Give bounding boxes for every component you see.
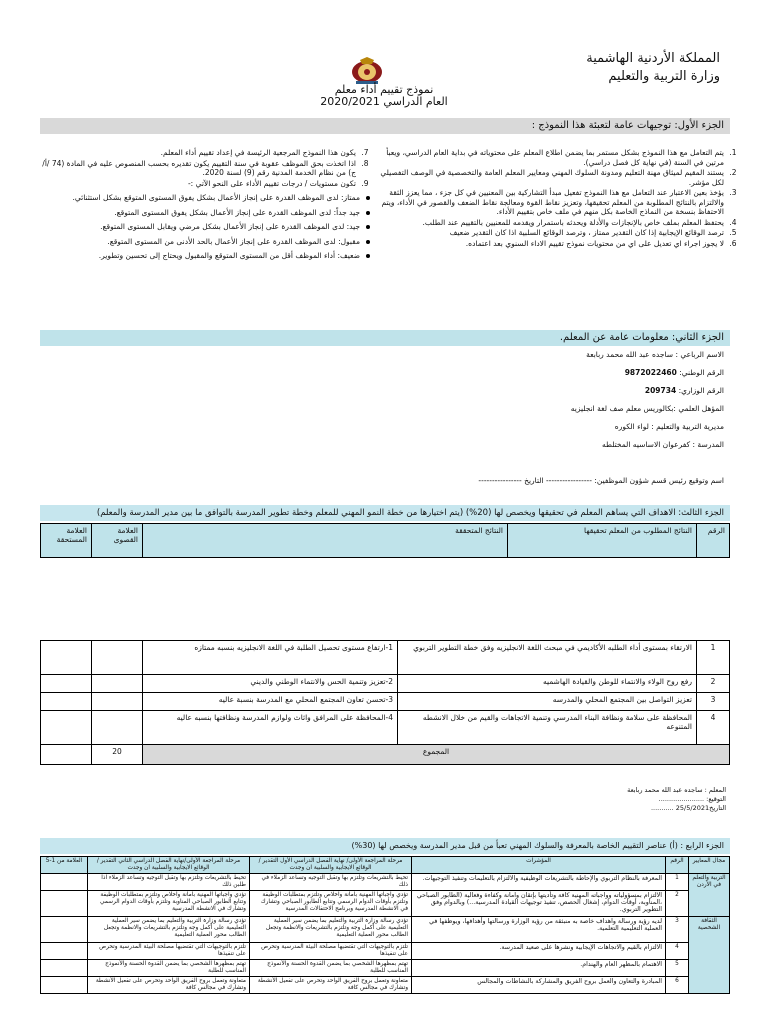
score-cell — [41, 943, 88, 960]
total-earned-score — [41, 745, 92, 765]
table-row — [41, 891, 730, 917]
national-id-row — [625, 368, 724, 377]
score-cell — [41, 977, 88, 994]
table-row — [41, 943, 730, 960]
score-cell — [41, 917, 88, 943]
criteria-header-cell: مرحلة المراجعة الأولى/ نهاية الفصل الدراسي الأول التقدير / الوقائع الايجابية والسلبية ان وجدت — [250, 857, 412, 874]
goal-number: 3 — [697, 693, 730, 711]
guideline-item — [378, 148, 738, 167]
criteria-table — [40, 856, 730, 994]
col-earned-score: العلامة المستحقة — [41, 524, 92, 558]
ministry-id-label: الرقم الوزاري: — [678, 386, 724, 395]
criteria-header-cell: العلامة من 1-5 — [41, 857, 88, 874]
rating-level — [40, 251, 370, 261]
hr-signature-line: اسم وتوقيع رئيس قسم شؤون الموظفين: ----------------- التاريخ ---------------- — [478, 476, 724, 485]
review2-note: تؤدي واجباتها المهنية بامانة واخلاص وتلتزم بمتطلبات الوظيفة وتتابع الطابور الصباحي المناوبة وتلتزم بأوقات الدوام الرسمي وتشارك في الانشطة المدرسية — [88, 891, 250, 917]
teacher-signature: التوقيع: ...................... — [658, 795, 726, 803]
review1-note: تحيط بالتشريعات وتلتزم بها وتقبل التوجيه وتساعد الزملاء في ذلك — [250, 874, 412, 891]
goal-achieved: 2-تعزيز وتنمية الحس والانتماء الوطني والديني — [143, 675, 398, 693]
part1-left-guidelines — [40, 148, 370, 266]
table-row — [41, 874, 730, 891]
indicator-number: 4 — [666, 943, 689, 960]
kingdom-title: المملكة الأردنية الهاشمية — [586, 51, 720, 66]
review2-note: تهتم بمظهرها الشخصي بما يضمن القدوة الحسنة والأنموذج المناسب للطلبة — [88, 960, 250, 977]
guideline-item — [378, 228, 738, 238]
guideline-number: 1. — [729, 148, 737, 157]
score-cell — [41, 874, 88, 891]
table-row — [41, 960, 730, 977]
guideline-number: 5. — [729, 228, 737, 237]
indicator-number: 2 — [666, 891, 689, 917]
criteria-header-cell: مرحلة المراجعة الأولى/نهاية الفصل الدراسي الثاني التقدير / الوقائع الايجابية والسلبية ان وجدت — [88, 857, 250, 874]
national-id-label: الرقم الوطني: — [679, 368, 724, 377]
total-max-score: 20 — [92, 745, 143, 765]
indicator-text: الالتزام بمسؤولياته وواجباته المهنية كافة وتأديتها بإتقان وامانة وكفاءة وفعالية (الطابور الصباحي ،المناوبة، أوقات الدوام، إشغال الحصص، تنفيذ توجيهات القيادة المدرسية...) وبالدوام وفق التطوير التربوي. — [412, 891, 666, 917]
teacher-signature-block — [627, 786, 726, 813]
guideline-item — [378, 168, 738, 187]
goals-header-table — [40, 523, 730, 558]
guideline-number: 9. — [361, 178, 369, 188]
indicator-number: 3 — [666, 917, 689, 943]
bullet-icon — [366, 196, 370, 200]
teacher-name: الاسم الرباعي : ساجده عبد الله محمد ربابعة — [586, 350, 724, 359]
guideline-item — [378, 218, 738, 228]
goal-earned-score — [41, 711, 92, 745]
indicator-text: الالتزام بالقيم والاتجاهات الإيجابية ونشرها على صعيد المدرسة. — [412, 943, 666, 960]
score-cell — [41, 960, 88, 977]
goal-number: 4 — [697, 711, 730, 745]
part4-heading: الجزء الرابع : (أ) عناصر التقييم الخاصة بالمعرفة والسلوك المهني تعبأ من قبل مدير المدرسة ويخصص لها (30%) — [40, 838, 730, 854]
form-title: نموذج تقييم أداء معلم — [334, 83, 434, 96]
guideline-number: 7. — [361, 148, 369, 157]
goal-max-score — [92, 693, 143, 711]
rating-level — [40, 237, 370, 247]
national-id-value: 9872022460 — [624, 368, 677, 377]
goal-required: تعزيز التواصل بين المجتمع المحلي والمدرسه — [398, 693, 697, 711]
review1-note: متعاونة وتعمل بروح الفريق الواحد وتحرص على تفعيل الأنشطة وتشارك في مجالس كافة — [250, 977, 412, 994]
rating-level-text: جيد: لدى الموظف القدرة على إنجاز الأعمال بشكل مرضي ويقابل المستوى المتوقع. — [100, 222, 360, 231]
review2-note: متعاونة وتعمل بروح الفريق الواحد وتحرص على تفعيل الأنشطة وتشارك في مجالس كافة — [88, 977, 250, 994]
rating-level-text: ممتاز: لدى الموظف القدرة على إنجاز الأعمال بشكل يفوق المستوى المتوقع بشكل استثنائي. — [72, 193, 360, 202]
directorate: مديرية التربية والتعليم : لواء الكوره — [614, 422, 724, 431]
ministry-title: وزارة التربية والتعليم — [608, 69, 720, 84]
rating-level-text: مقبول: لدى الموظف القدرة على إنجاز الأعمال بالحد الأدنى من المستوى المتوقع. — [107, 236, 360, 246]
goal-earned-score — [41, 675, 92, 693]
rating-level-text: ضعيف: أداء الموظف أقل من المستوى المتوقع والمقبول ويحتاج إلى تحسين وتطوير. — [98, 251, 360, 260]
bullet-icon — [366, 240, 370, 244]
goal-earned-score — [41, 641, 92, 675]
guideline-text: اذا اتخذت بحق الموظف عقوبة في سنة التقييم يكون تقديره بحسب المنصوص عليه في المادة (74 /أ/ج) من نظام الخدمة المدنية رقم (9) لسنة 2020. — [42, 158, 356, 177]
rating-level — [40, 193, 370, 203]
guideline-number: 8. — [361, 158, 369, 168]
part1-right-guidelines — [378, 148, 738, 249]
goal-earned-score — [41, 693, 92, 711]
goal-max-score — [92, 641, 143, 675]
criteria-header-cell: المؤشرات — [412, 857, 666, 874]
rating-level — [40, 208, 370, 218]
sign-date: التاريخ25/5/2021 ........... — [650, 804, 726, 812]
teacher-name-sign: المعلم : ساجده عبد الله محمد ربابعة — [627, 786, 726, 794]
school-name: المدرسة : كفرعوان الاساسيه المختلطه — [601, 440, 724, 449]
page-header — [586, 50, 720, 86]
col-max-score: العلامة القصوى — [92, 524, 143, 558]
table-row — [41, 675, 730, 693]
guideline-item — [40, 179, 370, 189]
part3-heading: الجزء الثالث: الاهداف التي يساهم المعلم في تحقيقها ويخصص لها (20%) (يتم اختيارها من خطة النمو المهني للمعلم وخطة تطوير المدرسة بالتوافق ما بين مدير المدرسة والمعلم) — [40, 505, 730, 521]
goal-achieved: 1-ارتفاع مستوى تحصيل الطلبة في اللغة الانجليزيه بنسبه ممتازه — [143, 641, 398, 675]
guideline-text: يحتفظ المعلم بملف خاص بالإنجازات والأدلة ويحدثه باستمرار ويقدمه للمعنيين بالتقييم عند الطلب. — [422, 217, 724, 227]
indicator-number: 5 — [666, 960, 689, 977]
table-row — [41, 917, 730, 943]
bullet-icon — [366, 211, 370, 215]
guideline-item — [378, 188, 738, 217]
goal-max-score — [92, 711, 143, 745]
indicator-text: المبادرة والتعاون والعمل بروح الفريق والمشاركة بالنشاطات والمجالس — [412, 977, 666, 994]
school-year: العام الدراسي 2020/2021 — [320, 95, 448, 108]
review2-note: تلتزم بالتوجيهات التي تقتضيها مصلحة البيئة المدرسية وتحرص على تنفيذها — [88, 943, 250, 960]
col-achieved-results: النتائج المتحققة — [143, 524, 508, 558]
goal-achieved: 3-تحسن تعاون المجتمع المحلي مع المدرسة بنسبة عاليه — [143, 693, 398, 711]
jordan-emblem-icon — [350, 56, 384, 86]
table-row — [41, 693, 730, 711]
domain-cell: التربية والتعلم في الأردن — [689, 874, 730, 917]
guideline-text: ترصد الوقائع الإيجابية إذا كان التقدير ممتاز ، وترصد الوقائع السلبية اذا كان التقدير ضعيف — [449, 228, 724, 237]
goal-number: 1 — [697, 641, 730, 675]
ministry-id-row — [645, 386, 724, 395]
qualification: المؤهل العلمي :بكالوريس معلم صف لغة انجليزيه — [570, 404, 724, 413]
criteria-header-cell: الرقم — [666, 857, 689, 874]
part2-heading: الجزء الثاني: معلومات عامة عن المعلم. — [40, 330, 730, 346]
indicator-text: لديه رؤية ورسالة واهداف خاصة به منبثقة من رؤية الوزارة ورسالتها وأهدافها، ويوظفها في العملية التعليمية التعلمية. — [412, 917, 666, 943]
indicator-number: 6 — [666, 977, 689, 994]
indicator-number: 1 — [666, 874, 689, 891]
guideline-number: 6. — [729, 238, 737, 248]
goal-number: 2 — [697, 675, 730, 693]
col-number: الرقم — [697, 524, 730, 558]
criteria-header-cell: مجال المعايير — [689, 857, 730, 874]
bullet-icon — [366, 254, 370, 258]
guideline-text: يكون هذا النموذج المرجعية الرئيسة في إعداد تقييم أداء المعلم. — [160, 148, 356, 157]
goal-required: الارتقاء بمستوى أداء الطلبه الأكاديمي في مبحث اللغة الانجليزيه وفق خطة التطوير التربوي — [398, 641, 697, 675]
rating-level-text: جيد جداً: لدى الموظف القدرة على إنجاز الأعمال بشكل يفوق المستوى المتوقع. — [114, 207, 360, 217]
table-row — [41, 977, 730, 994]
part1-heading: الجزء الأول: توجيهات عامة لتعبئة هذا النموذج : — [40, 118, 730, 134]
form-title-block — [0, 84, 768, 108]
guideline-number: 2. — [729, 168, 737, 177]
rating-level — [40, 222, 370, 232]
bullet-icon — [366, 225, 370, 229]
goal-required: المحافظة على سلامة ونظافة البناء المدرسي وتنمية الاتجاهات والقيم من خلال الانشطه المتنوعه — [398, 711, 697, 745]
table-row — [41, 711, 730, 745]
ministry-id-value: 209734 — [644, 386, 677, 395]
indicator-text: المعرفة بالنظام التربوي والإحاطة بالتشريعات الوظيفية والالتزام بالتعليمات وتنفيذ التوجيهات. — [412, 874, 666, 891]
review1-note: تؤدي واجباتها المهنية بامانة واخلاص وتلتزم بمتطلبات الوظيفة وتلتزم بأوقات الدوام الرسمي وتتابع الطابور الصباحي وتشارك في الانشطة المدرسية وبرنامج الاحتفالات المدرسية — [250, 891, 412, 917]
table-row — [41, 641, 730, 675]
guideline-item — [378, 239, 738, 249]
goal-required: رفع روح الولاء والانتماء للوطن والقيادة الهاشميه — [398, 675, 697, 693]
col-required-results: النتائج المطلوب من المعلم تحقيقها — [508, 524, 697, 558]
guideline-number: 3. — [729, 188, 737, 197]
guideline-text: يتم التعامل مع هذا النموذج بشكل مستمر بما يضمن اطلاع المعلم على محتوياته في بداية العام الدراسي، ويعبأ مرتين في السنة (في نهاية كل فصل دراسي). — [386, 148, 724, 167]
indicator-text: الاهتمام بالمظهر العام والهندام. — [412, 960, 666, 977]
review1-note: تهتم بمظهرها الشخصي بما يضمن القدوة الحسنة والأنموذج المناسب للطلبة — [250, 960, 412, 977]
total-label: المجموع — [143, 745, 730, 765]
goals-table — [40, 640, 730, 765]
criteria-header-row — [41, 857, 730, 874]
review2-note: تحيط بالتشريعات وتلتزم بها وتقبل التوجيه وتساعد الزملاء اذا طلبن ذلك — [88, 874, 250, 891]
guideline-text: يؤخذ بعين الاعتبار عند التعامل مع هذا النموذج تفعيل مبدأ التشاركية بين المعنيين في كل جزء ، مما يعزز الثقة والالتزام بالنتائج المطلوبة من المعلم تحقيقها، وتعزيز نقاط القوة ومعالجة نقاط الضعف والقصور في الأداء، ويتم الاحتفاظ بنسخة من النماذج الخاصة بكل منهم في ملف خاص بتقييم الأداء. — [381, 188, 724, 216]
guideline-text: لا يجوز اجراء اي تعديل على اي من محتويات نموذج تقييم الاداء السنوي بعد اعتماده. — [465, 238, 724, 248]
guideline-text: تكون مستويات / درجات تقييم الأداء على النحو الآتي :- — [187, 178, 356, 188]
review1-note: تؤدي رسالة وزارة التربية والتعليم بما يضمن سير العملية التعليمية على أكمل وجه وتلتزم بالتشريعات والانظمة وتجعل الطالب محور العملية التعليمية — [250, 917, 412, 943]
guideline-number: 4. — [729, 217, 737, 227]
total-row — [41, 745, 730, 765]
guideline-item — [40, 159, 370, 178]
review2-note: تؤدي رسالة وزارة التربية والتعليم بما يضمن سير العملية التعليمية على أكمل وجه وتلتزم بالتشريعات والانظمة وتجعل الطالب محور العملية التعليمية — [88, 917, 250, 943]
guideline-item — [40, 148, 370, 158]
goal-achieved: 4-المحافظة على المرافق واثاث ولوازم المدرسة ونظافتها بنسبه عاليه — [143, 711, 398, 745]
goal-max-score — [92, 675, 143, 693]
domain-cell: الثقافة الشخصية — [689, 917, 730, 994]
review1-note: تلتزم بالتوجيهات التي تقتضيها مصلحة البيئة المدرسية وتحرص على تنفيذها — [250, 943, 412, 960]
guideline-text: يستند المقيم لميثاق مهنة التعليم ومدونة السلوك المهني ومعايير المعلم العامة والتخصصية في الوصف التفصيلي لكل مؤشر. — [380, 168, 724, 187]
score-cell — [41, 891, 88, 917]
